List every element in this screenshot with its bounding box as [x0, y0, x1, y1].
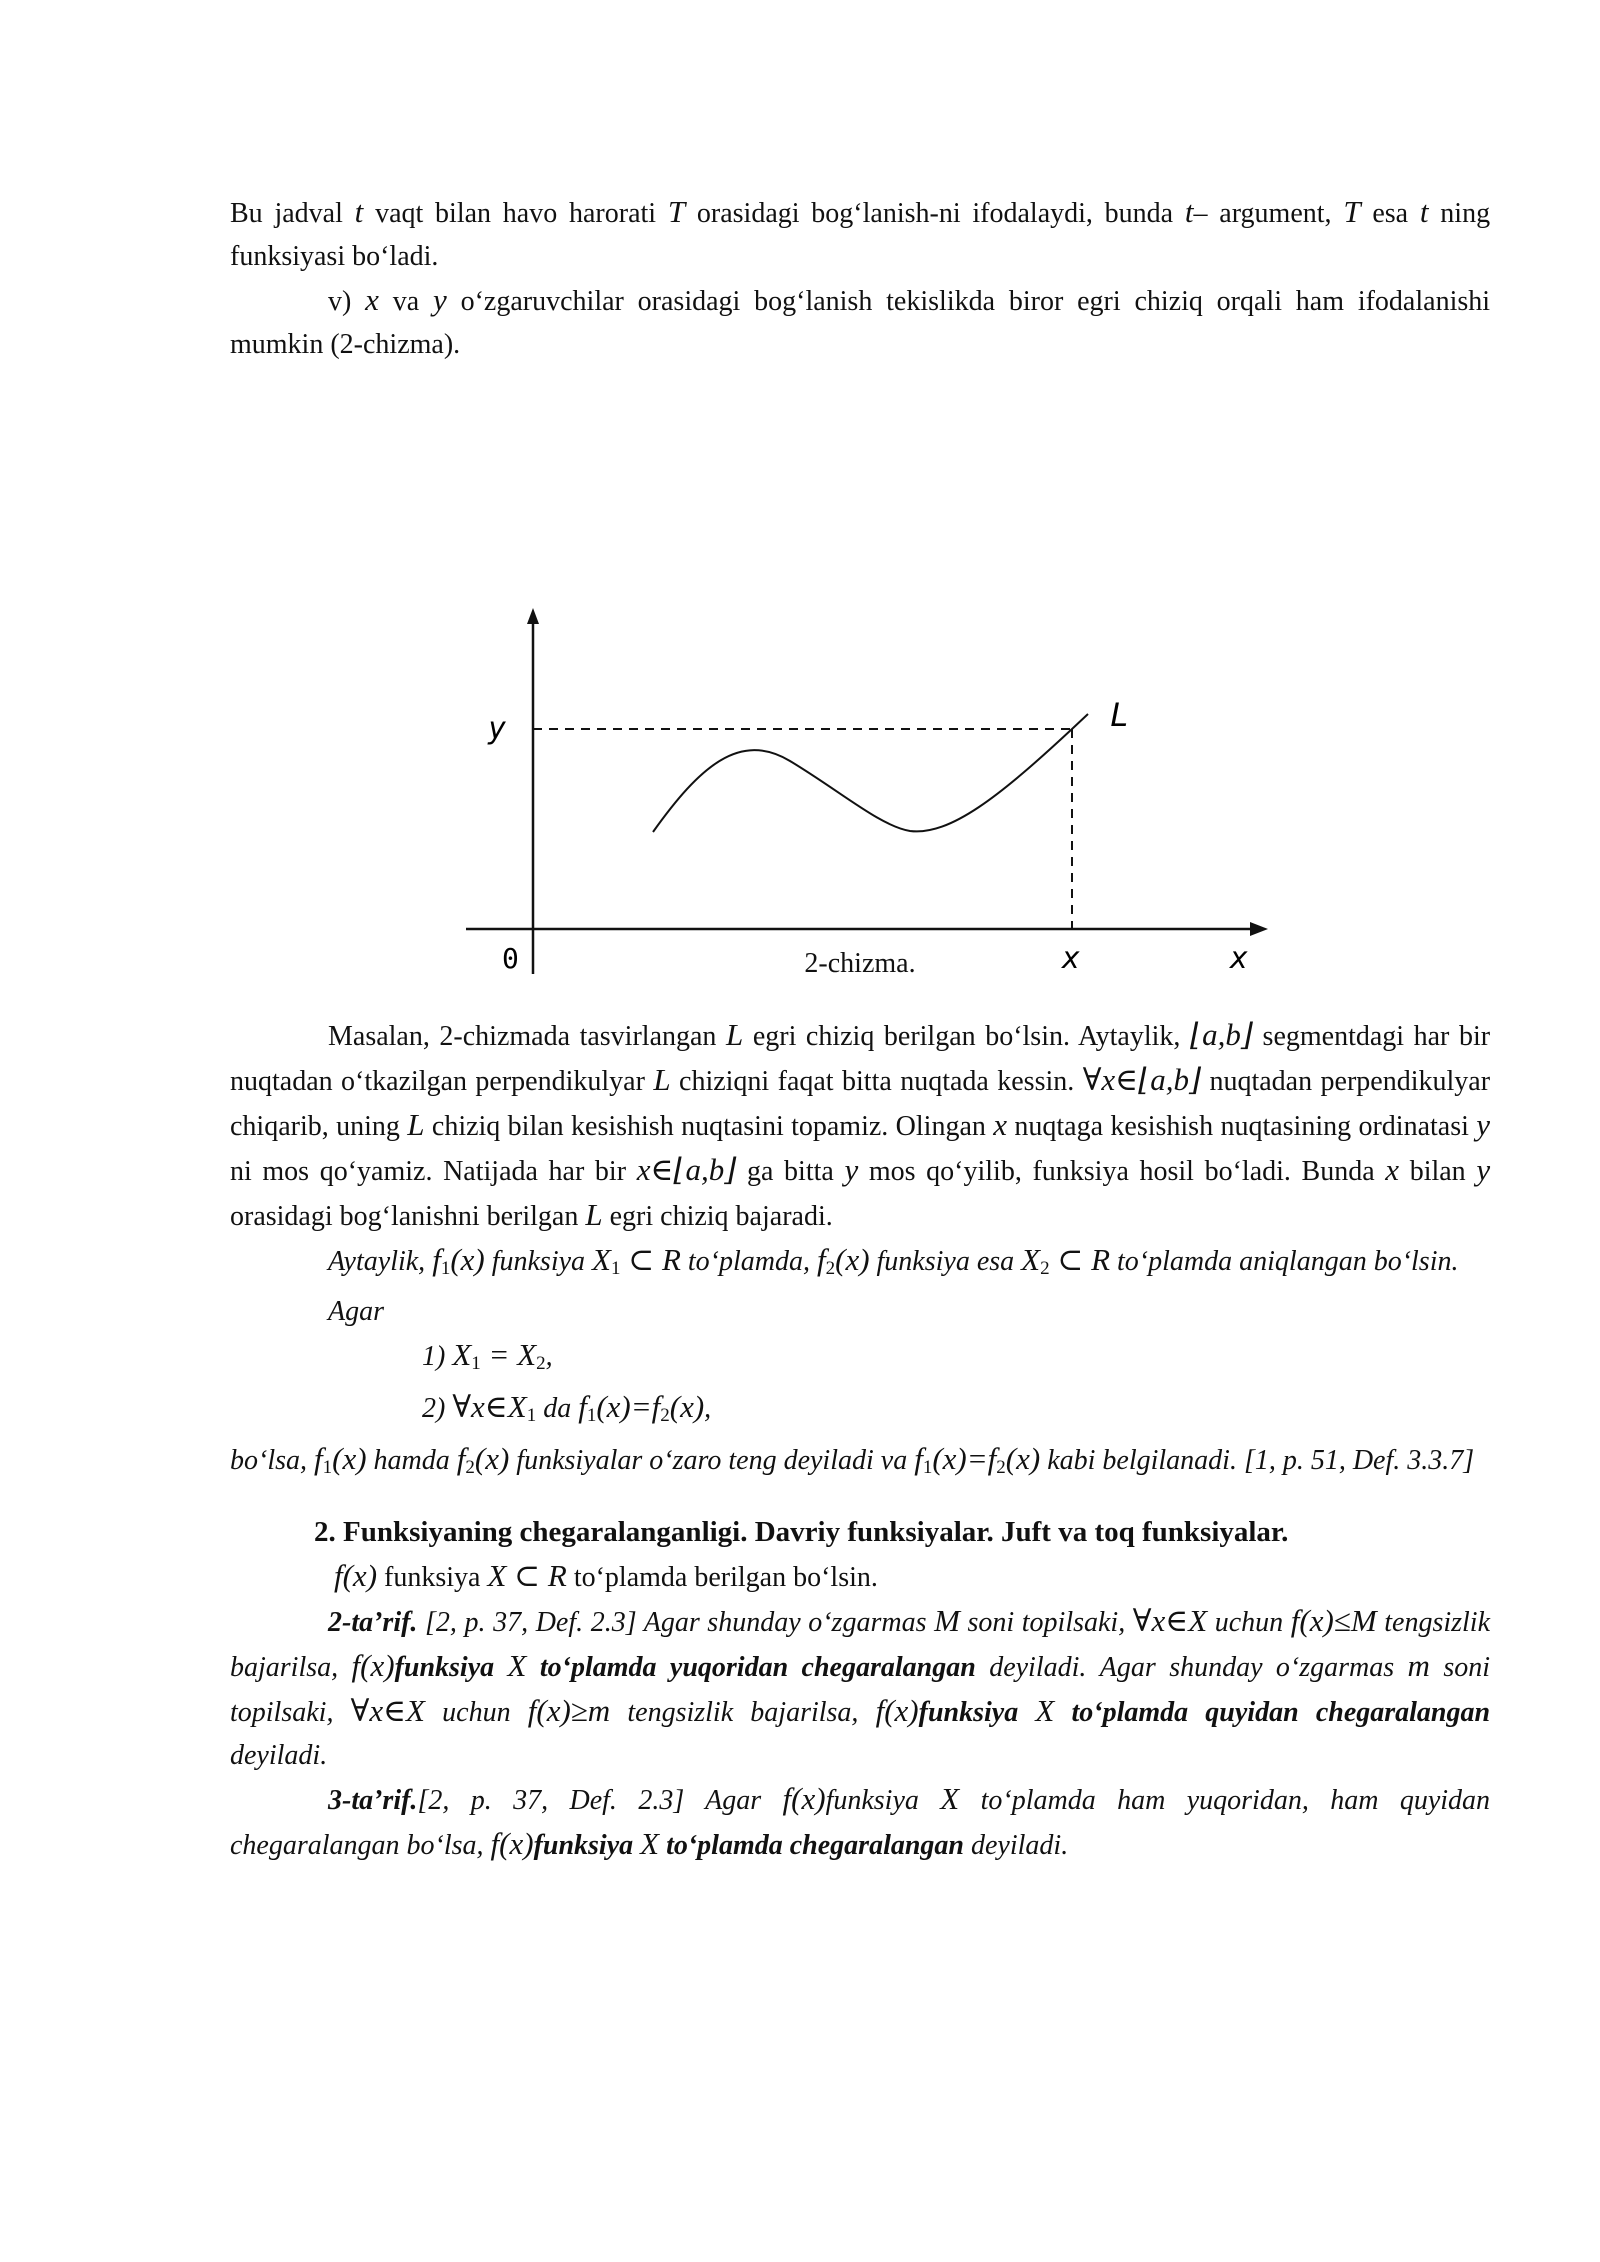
- definition-2: 2-ta’rif. [2, p. 37, Def. 2.3] Agar shunday o‘zgarmas M soni topilsaki, ∀x∈X uchun f(x)≤M tengsizlik bajarilsa, f(x)funksiya X to‘plamda yuqoridan chegaralangan deyiladi. Agar shunday o‘zgarmas m soni topilsaki, ∀x∈X uchun f(x)≥m tengsizlik bajarilsa, f(x)funksiya X to‘plamda quyidan chegaralangan deyiladi.: [230, 1603, 1491, 1771]
- figure-caption: 2-chizma.: [804, 948, 916, 979]
- paragraph-v: v) x va y o‘zgaruvchilar orasidagi bog‘lanish tekislikda biror egri chiziq orqali ham ifodalanishi mumkin (2-chizma).: [230, 282, 1491, 360]
- section-2-intro: f(x) funksiya X ⊂ R to‘plamda berilgan bo‘lsin.: [334, 1558, 878, 1593]
- definition-3: 3-ta’rif.[2, p. 37, Def. 2.3] Agar f(x)funksiya X to‘plamda ham yuqoridan, ham quyidan chegaralangan bo‘lsa, f(x)funksiya X to‘plamda chegaralangan deyiladi.: [230, 1781, 1491, 1861]
- condition-1: 1) $X_1 = X_2$,: [422, 1337, 553, 1374]
- paragraph-example: Masalan, 2-chizmada tasvirlangan L egri chiziq berilgan bo‘lsin. Aytaylik, ⌊a,b⌋ segmentdagi har bir nuqtadan o‘tkazilgan perpendikulyar L chiziqni faqat bitta nuqtada kessin. ∀x∈⌊a,b⌋ nuqtadan perpendikulyar chiqarib, uning L chiziq bilan kesishish nuqtasini topamiz. Olingan x nuqtaga kesishish nuqtasining ordinatasi y ni mos qo‘yamiz. Natijada har bir x∈⌊a,b⌋ ga bitta y mos qo‘yilib, funksiya hosil bo‘ladi. Bunda x bilan y orasidagi bog‘lanishni berilgan L egri chiziq bajaradi.: [230, 1017, 1491, 1232]
- agar-line: Agar: [328, 1296, 384, 1327]
- label-x-axis: x: [1230, 941, 1249, 976]
- label-y: y: [488, 711, 507, 746]
- y-axis-arrow: [527, 608, 539, 624]
- label-origin: 0: [502, 942, 519, 975]
- document-page: [230, 190, 1490, 1867]
- paragraph-equality: Aytaylik, $f_1(x)$ funksiya $X_1$ ⊂ R to‘plamda, $f_2(x)$ funksiya esa $X_2$ ⊂ R to‘plamda aniqlangan bo‘lsin.: [328, 1242, 1459, 1279]
- condition-2: 2) $\forall x\in X_1$ da $f_1(x)=f_2(x)$,: [422, 1389, 712, 1426]
- section-2-heading: 2. Funksiyaning chegaralanganligi. Davriy funksiyalar. Juft va toq funksiyalar.: [314, 1516, 1289, 1548]
- x-axis-arrow: [1250, 922, 1268, 936]
- label-x-point: x: [1062, 941, 1081, 976]
- curve-L: [653, 714, 1088, 832]
- paragraph-intro: Bu jadval t vaqt bilan havo harorati T orasidagi bog‘lanish-ni ifodalaydi, bunda t– argument, T esa t ning funksiyasi bo‘ladi.: [230, 194, 1491, 272]
- paragraph-equality-end: bo‘lsa, $f_1(x)$ hamda $f_2(x)$ funksiyalar o‘zaro teng deyiladi va $f_1(x)=f_2(x)$ kabi belgilanadi. [1, p. 51, Def. 3.3.7]: [230, 1441, 1475, 1478]
- label-L: L: [1110, 696, 1130, 734]
